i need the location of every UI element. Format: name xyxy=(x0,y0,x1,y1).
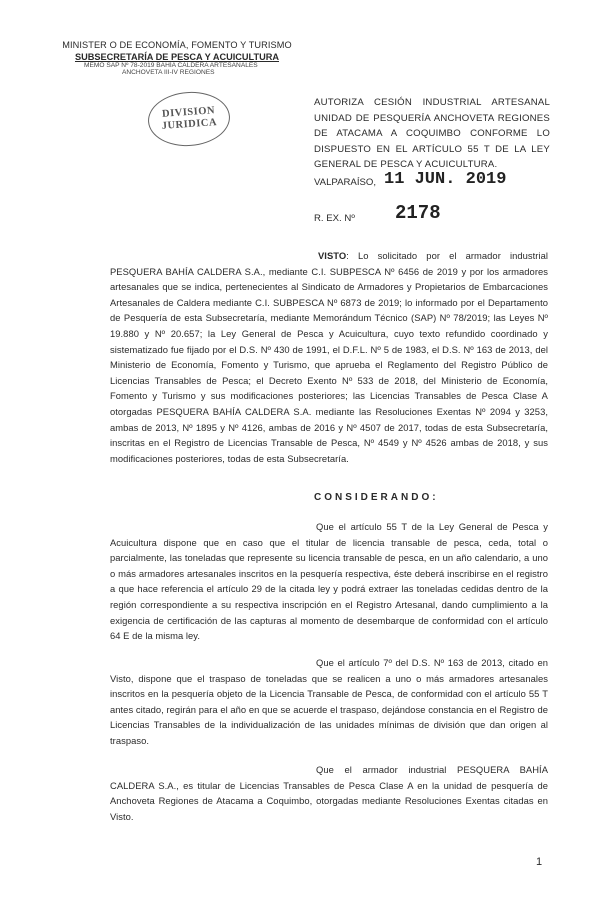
visto-heading: VISTO xyxy=(318,250,347,261)
stamp-line1: DIVISION xyxy=(161,105,216,120)
undersecretariat-name: SUBSECRETARÍA DE PESCA Y ACUICULTURA xyxy=(74,52,279,62)
memo-reference-line2: ANCHOVETA III-IV REGIONES xyxy=(122,69,215,76)
date-stamp: 11 JUN. 2019 xyxy=(384,170,507,189)
letterhead xyxy=(62,40,292,76)
page-number: 1 xyxy=(536,856,543,868)
visto-text: : Lo solicitado por el armador industrial PESQUERA BAHÍA CALDERA S.A., mediante C.I. SUBPESCA Nº 6456 de 2019 y por los armadores artesanales que se indica, pertenecientes al Sindicato de Armadores y Propietarios de Embarcaciones Artesanales de Caldera mediante C.I. SUBPESCA Nº 6873 de 2019; lo informado por el Departamento de Pesquería de esta Subsecretaría, mediante Memorándum Técnico (SAP) Nº 78/2019; las Leyes Nº 19.880 y Nº 20.657; la Ley General de Pesca y Acuicultura, cuyo texto refundido coordinado y sistematizado fue fijado por el D.S. Nº 430 de 1991, el D.F.L. Nº 5 de 1983, el D.S. Nº 163 de 2013, del Ministerio de Economía, Fomento y Turismo, que aprueba el Reglamento del Registro Público de Licencias Transables de Pesca; el Decreto Exento Nº 533 de 2018, del Ministerio de Economía, Fomento y Turismo y sus modificaciones posteriores; las Licencias Transables de Pesca Clase A otorgadas PESQUERA BAHÍA CALDERA S.A. mediante las Resoluciones Exentas Nº 2094 y 3253, ambas de 2013, Nº 1895 y Nº 4126, ambas de 2016 y Nº 4507 de 2017, todas de esta Subsecretaría, inscritas en el Registro de Licencias Transable de Pesca, Nº 4549 y Nº 4526 ambas de 2018, y sus modificaciones posteriores, todas de esta Subsecretaría. xyxy=(110,250,548,464)
considerando-paragraph: Que el artículo 7º del D.S. Nº 163 de 2013, citado en Visto, dispone que el traspaso de toneladas que se realicen a uno o más armadores artesanales inscritos en la pesquería objeto de la Licencia Transable de Pesca, de conformidad con el artículo 55 T antes citado, regirán para el año en que se acuerde el traspaso, dejándose constancia en el Registro de Licencias Transables de la individualización de las unidades mínimas de división que dan origen al traspaso. xyxy=(110,657,548,746)
resolution-subject: AUTORIZA CESIÓN INDUSTRIAL ARTESANAL UNIDAD DE PESQUERÍA ANCHOVETA REGIONES DE ATACAMA A COQUIMBO CONFORME LO DISPUESTO EN EL ARTÍCULO 55 T DE LA LEY GENERAL DE PESCA Y ACUICULTURA. xyxy=(314,97,550,171)
resolution-number: 2178 xyxy=(395,202,441,224)
resolution-number-label: R. EX. Nº xyxy=(314,213,355,224)
stamp-line2: JURIDICA xyxy=(161,117,218,132)
considerando-paragraph: Que el armador industrial PESQUERA BAHÍA CALDERA S.A., es titular de Licencias Transables de Pesca Clase A en la unidad de pesquería de Anchoveta Regiones de Atacama a Coquimbo, otorgadas mediante Resoluciones Exentas citadas en Visto. xyxy=(110,764,548,822)
division-juridica-stamp xyxy=(146,89,232,149)
place-label: VALPARAÍSO, xyxy=(314,177,377,188)
considerando-heading: CONSIDERANDO: xyxy=(314,492,439,503)
visto-section xyxy=(110,248,548,466)
considerando-paragraph: Que el artículo 55 T de la Ley General de Pesca y Acuicultura dispone que en caso que el titular de licencia transable de pesca, ceda, total o parcialmente, las toneladas que represente su licencia transable de pesca, en un año calendario, a uno o más armadores artesanales inscritos en la pesquería respectiva, éste deberá inscribirse en el registro a que hace referencia el artículo 29 de la citada ley y podrá extraer las toneladas cedidas dentro de la región correspondiente a su respectiva inscripción en el Registro Artesanal, dando cumplimiento a la exigencia de certificación de las capturas al momento de desembarque de conformidad con el artículo 64 E de la misma ley. xyxy=(110,521,548,642)
ministry-name: MINISTER O DE ECONOMÍA, FOMENTO Y TURISMO xyxy=(62,40,292,50)
memo-reference: MEMO SAP Nº 78-2019 BAHÍA CALDERA ARTESANALES xyxy=(84,62,258,69)
